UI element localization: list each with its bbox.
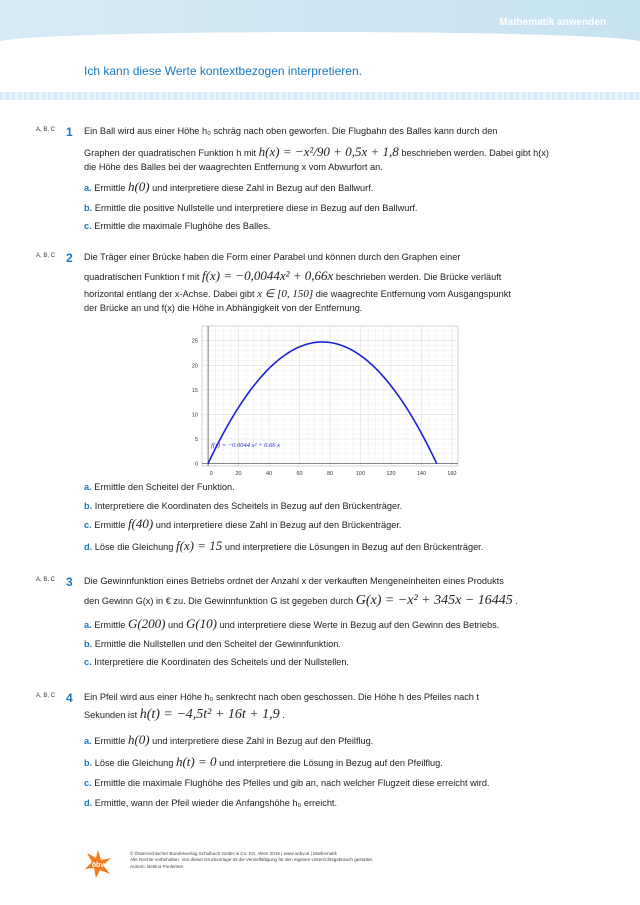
oebv-logo-icon	[83, 849, 113, 879]
task-line	[84, 146, 584, 159]
subtask-text: Interpretiere die Koordinaten des Scheitels und der Nullstellen.	[94, 657, 350, 667]
math-expression: G(10)	[185, 616, 217, 631]
subtask-label: d.	[84, 798, 93, 808]
task-number: 4	[66, 691, 73, 705]
x-tick-label: 100	[355, 471, 366, 477]
function-formula: G(x) = −x² + 345x − 16445	[355, 593, 513, 608]
task-line: Ein Pfeil wird aus einer Höhe h₀ senkrecht nach oben geschossen. Die Höhe h des Pfeiles nach t	[84, 692, 480, 702]
parabola-chart	[186, 322, 460, 478]
subtask-text: Ermittle die positive Nullstelle und interpretiere diese in Bezug auf den Ballwurf.	[94, 203, 418, 213]
task-text: Graphen der quadratischen Funktion h mit	[84, 148, 257, 158]
subtask-label: a.	[84, 482, 92, 492]
subtask-label: c.	[84, 221, 92, 231]
y-tick-label: 0	[194, 461, 198, 468]
subtask-text: Ermittle die maximale Flughöhe des Balles.	[94, 221, 271, 231]
subtask-text: Ermittle	[94, 520, 126, 530]
task-text: .	[282, 710, 285, 720]
top-banner	[0, 0, 640, 42]
subtask-a	[84, 734, 584, 747]
task-text: Sekunden ist	[84, 710, 138, 720]
subtask-label: d.	[84, 542, 93, 552]
subtask-label: a.	[84, 620, 92, 630]
math-expression: G(200)	[127, 616, 166, 631]
subtask-c	[84, 656, 584, 668]
footer-line: Alle Rechte vorbehalten. Von dieser Druckvorlage ist die Vervielfältigung für den eigenen Unterrichtsgebrauch gestattet.	[130, 857, 374, 863]
subtask-text: Ermittle die maximale Flughöhe des Pfeiles und gib an, nach welcher Flugzeit diese erreicht wird.	[94, 778, 490, 788]
x-tick-label: 60	[296, 471, 303, 477]
oebv-logo	[83, 849, 113, 879]
function-formula: f(x) = −0,0044x² + 0,66x	[201, 268, 334, 283]
y-tick-label: 5	[194, 436, 198, 443]
subtask-text: und interpretiere die Lösungen in Bezug auf den Brückenträger.	[224, 542, 484, 552]
subtask-label: b.	[84, 758, 93, 768]
x-tick-label: 0	[209, 471, 213, 477]
subtask-text: und interpretiere diese Zahl in Bezug auf den Brückenträger.	[155, 520, 402, 530]
subtask-label: b.	[84, 639, 93, 649]
task-line	[84, 709, 584, 721]
subtask-text: Ermittle die Nullstellen und den Scheitel der Gewinnfunktion.	[94, 639, 341, 649]
subtask-text: und interpretiere diese Zahl in Bezug auf den Pfeilflug.	[152, 736, 374, 746]
math-expression: x ∈ [0, 150]	[257, 288, 314, 300]
subtask-label: c.	[84, 657, 92, 667]
subtask-c	[84, 777, 584, 789]
subtask-label: b.	[84, 501, 93, 511]
task-text: den Gewinn G(x) in € zu. Die Gewinnfunktion G ist gegeben durch	[84, 596, 354, 606]
subtask-text: und interpretiere die Lösung in Bezug auf den Pfeilflug.	[219, 758, 443, 768]
x-tick-label: 120	[386, 471, 396, 477]
task-line: Die Gewinnfunktion eines Betriebs ordnet der Anzahl x der verkauften Mengeneinheiten eines Produkts	[84, 576, 504, 586]
subtask-label: a.	[84, 183, 92, 193]
subtask-text: Interpretiere die Koordinaten des Scheitels in Bezug auf den Brückenträger.	[94, 501, 403, 511]
banner-curve	[0, 32, 640, 46]
task-number: 1	[66, 125, 73, 139]
y-tick-label: 10	[191, 412, 198, 419]
subtask-a	[84, 618, 584, 631]
subtask-text: Ermittle	[94, 736, 126, 746]
y-tick-label: 15	[191, 387, 198, 394]
function-formula: h(x) = −x²/90 + 0,5x + 1,8	[258, 144, 399, 159]
subtask-b	[84, 500, 584, 512]
function-formula: h(t) = −4,5t² + 16t + 1,9	[139, 707, 280, 722]
subtask-c	[84, 518, 584, 531]
math-expression: h(0)	[127, 179, 150, 194]
subtask-b	[84, 756, 584, 769]
math-expression: h(0)	[127, 732, 150, 747]
x-tick-label: 140	[416, 471, 427, 477]
subtask-d	[84, 540, 584, 553]
math-expression: h(t) = 0	[175, 754, 217, 769]
task-line: Ein Ball wird aus einer Höhe h₀ schräg nach oben geworfen. Die Flugbahn des Balles kann durch den	[84, 126, 498, 136]
svg-text:öbv: öbv	[91, 862, 105, 869]
task-number: 2	[66, 251, 73, 265]
subtask-b	[84, 638, 584, 650]
x-tick-label: 160	[447, 471, 457, 477]
task-text: .	[515, 596, 518, 606]
subtask-label: b.	[84, 203, 93, 213]
x-tick-label: 20	[235, 471, 242, 477]
subtask-text: und interpretiere diese Werte in Bezug auf den Gewinn des Betriebs.	[219, 620, 500, 630]
subtask-text: Löse die Gleichung	[94, 758, 174, 768]
task-line	[84, 595, 584, 607]
divider	[0, 92, 640, 100]
task-text: beschrieben werden. Die Brücke verläuft	[335, 272, 502, 282]
subtask-a	[84, 181, 584, 194]
subtask-text: und interpretiere diese Zahl in Bezug auf den Ballwurf.	[152, 183, 374, 193]
y-tick-label: 25	[191, 338, 198, 345]
subtask-text: Ermittle	[94, 183, 126, 193]
x-tick-label: 40	[265, 471, 273, 477]
subtask-label: a.	[84, 736, 92, 746]
function-label: f(x) = −0.0044 x² + 0.66 x	[211, 441, 281, 449]
task-number: 3	[66, 575, 73, 589]
task-text: quadratischen Funktion f mit	[84, 272, 200, 282]
subtask-text: Ermittle	[94, 620, 126, 630]
y-tick-label: 20	[191, 363, 198, 370]
subtask-label: c.	[84, 520, 92, 530]
math-expression: f(40)	[127, 516, 154, 531]
page-subtitle: Ich kann diese Werte kontextbezogen interpretieren.	[84, 64, 362, 78]
footer	[130, 851, 373, 870]
subtask-text: Löse die Gleichung	[94, 542, 174, 552]
subtask-text: Ermittle den Scheitel der Funktion.	[94, 482, 235, 492]
task-line	[84, 270, 584, 283]
subtask-text: und	[168, 620, 184, 630]
task-text: beschrieben werden. Dabei gibt h(x)	[401, 148, 549, 158]
task-line	[84, 288, 584, 300]
math-expression: f(x) = 15	[175, 538, 223, 553]
task-tag: A, B, C	[36, 577, 56, 583]
chart-svg	[186, 322, 460, 478]
footer-line: © Österreichischer Bundesverlag Schulbuch GmbH & Co. KG, Wien 2015 | www.oebv.at | Mathematik	[130, 851, 337, 856]
task-tag: A, B, C	[36, 127, 56, 133]
task-line: die Höhe des Balles bei der waagrechten Entfernung x vom Abwurfort an.	[84, 162, 383, 172]
subtask-c	[84, 220, 584, 232]
subtask-b	[84, 202, 584, 214]
header-title: Mathematik anwenden	[499, 17, 606, 28]
task-text: die waagrechte Entfernung vom Ausgangspunkt	[315, 289, 511, 299]
footer-line: Autorin: Bettina Ponleitner	[130, 863, 184, 869]
subtask-a	[84, 481, 584, 493]
subtask-label: c.	[84, 778, 92, 788]
task-text: horizontal entlang der x-Achse. Dabei gibt	[84, 289, 255, 299]
task-line: Die Träger einer Brücke haben die Form einer Parabel und können durch den Graphen einer	[84, 252, 461, 262]
x-tick-label: 80	[326, 471, 334, 477]
task-tag: A, B, C	[36, 253, 56, 259]
task-tag: A, B, C	[36, 693, 56, 699]
subtask-d	[84, 797, 584, 809]
task-line: der Brücke an und f(x) die Höhe in Abhängigkeit von der Entfernung.	[84, 303, 363, 313]
subtask-text: Ermittle, wann der Pfeil wieder die Anfangshöhe h₀ erreicht.	[94, 798, 338, 808]
